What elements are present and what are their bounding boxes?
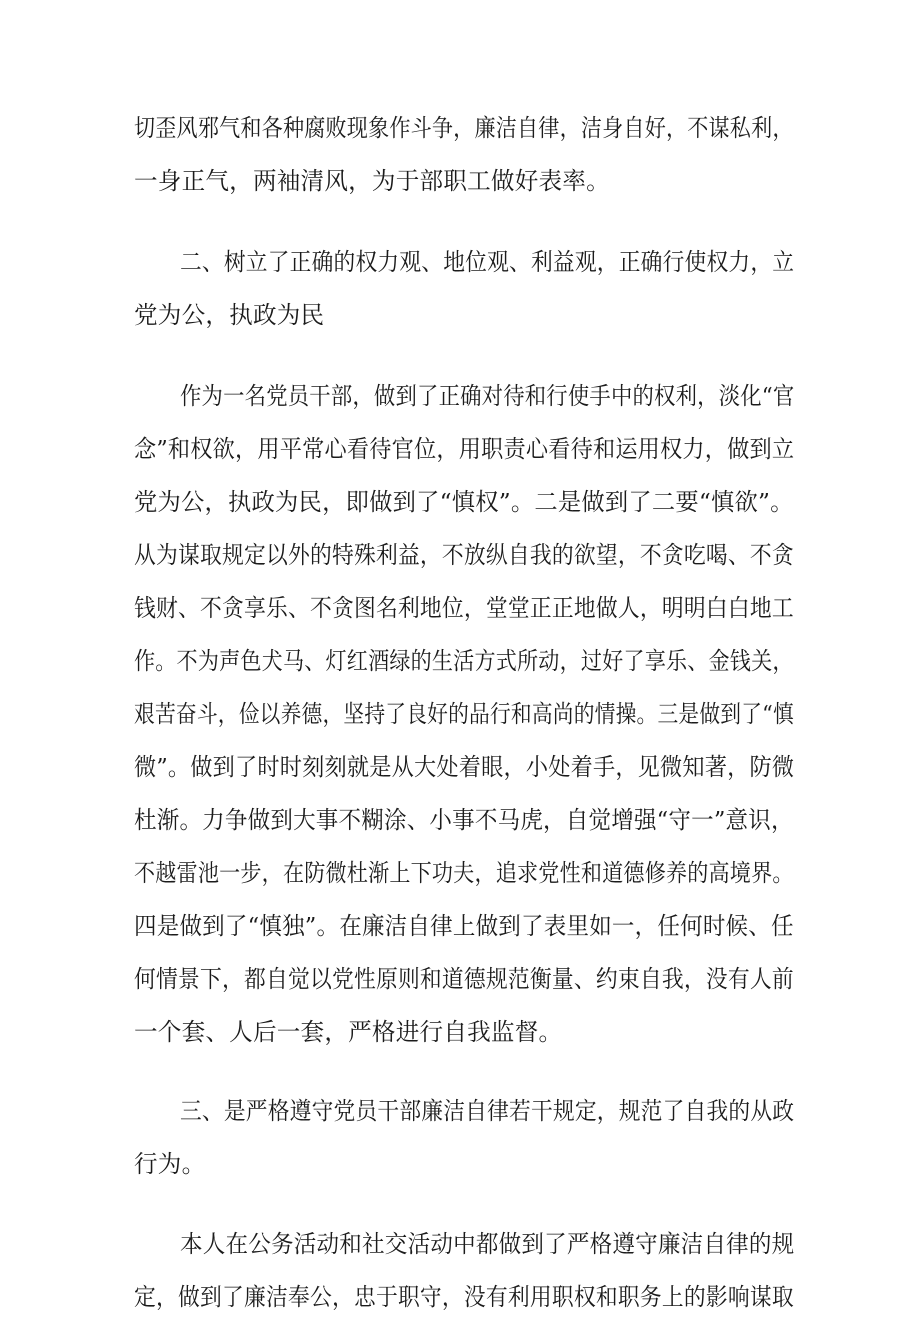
text-line: 作。不为声色犬马、灯红酒绿的生活方式所动，过好了享乐、金钱关， xyxy=(134,647,794,675)
section-heading: 党为公，执政为民 xyxy=(134,301,325,329)
text-line: 微”。做到了时时刻刻就是从大处着眼，小处着手，见微知著，防微 xyxy=(134,753,795,781)
section-heading: 行为。 xyxy=(134,1150,206,1178)
text-line: 定，做到了廉洁奉公，忠于职守，没有利用职权和职务上的影响谋取 xyxy=(134,1283,794,1311)
text-line: 本人在公务活动和社交活动中都做到了严格遵守廉洁自律的规 xyxy=(180,1230,795,1258)
text-line: 钱财、不贪享乐、不贪图名利地位，堂堂正正地做人，明明白白地工 xyxy=(134,594,794,622)
section-heading: 二、树立了正确的权力观、地位观、利益观，正确行使权力，立 xyxy=(180,248,795,276)
text-line: 作为一名党员干部，做到了正确对待和行使手中的权利，淡化“官 xyxy=(180,382,795,410)
text-line: 一个套、人后一套，严格进行自我监督。 xyxy=(134,1018,563,1046)
text-line: 切歪风邪气和各种腐败现象作斗争，廉洁自律，洁身自好，不谋私利， xyxy=(134,114,794,142)
text-line: 何情景下，都自觉以党性原则和道德规范衡量、约束自我，没有人前 xyxy=(134,965,794,993)
text-line: 四是做到了“慎独”。在廉洁自律上做到了表里如一，任何时候、任 xyxy=(134,912,794,940)
text-line: 杜渐。力争做到大事不糊涂、小事不马虎，自觉增强“守一”意识， xyxy=(134,806,794,834)
text-line: 艰苦奋斗，俭以养德，坚持了良好的品行和高尚的情操。三是做到了“慎 xyxy=(134,700,794,728)
text-line: 不越雷池一步，在防微杜渐上下功夫，追求党性和道德修养的高境界。 xyxy=(134,859,794,887)
text-line: 从为谋取规定以外的特殊利益，不放纵自我的欲望，不贪吃喝、不贪 xyxy=(134,541,794,569)
section-heading: 三、是严格遵守党员干部廉洁自律若干规定，规范了自我的从政 xyxy=(180,1097,795,1125)
text-line: 党为公，执政为民，即做到了“慎权”。二是做到了二要“慎欲”。 xyxy=(134,488,794,516)
text-line: 念”和权欲，用平常心看待官位，用职责心看待和运用权力，做到立 xyxy=(134,435,795,463)
text-line: 一身正气，两袖清风，为于部职工做好表率。 xyxy=(134,167,610,195)
